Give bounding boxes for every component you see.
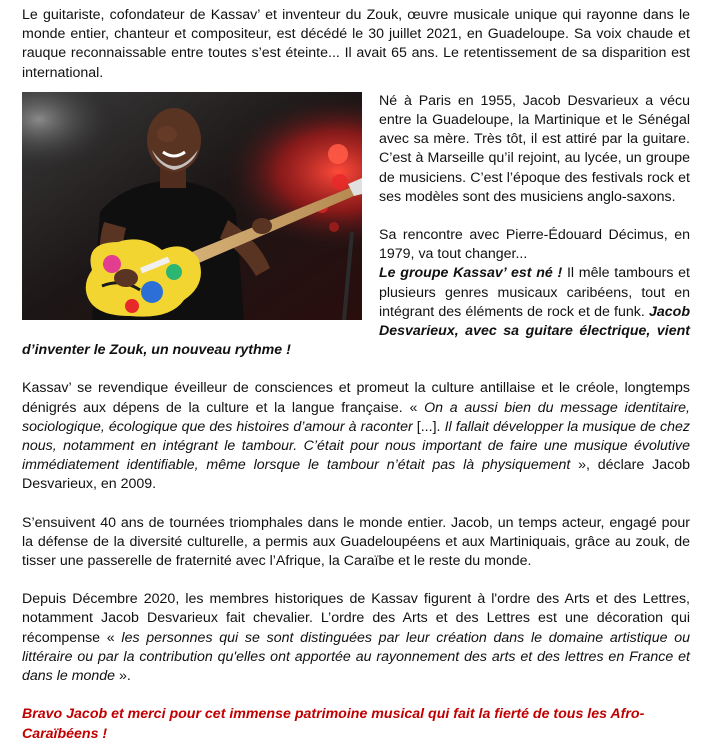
honors-text: Depuis Décembre 2020, les membres historiques de Kassav figurent à l'ordre des Arts et des Lettres, notamment Jacob Desvarieux fait chevalier. L’ordre des Arts et des Lettres est une décoration qui récompense « [22, 591, 690, 646]
closing-message: Bravo Jacob et merci pour cet immense patrimoine musical qui fait la fierté de tous les Afro-Caraïbéens ! [22, 706, 645, 742]
bio-paragraph: Né à Paris en 1955, Jacob Desvarieux a vécu entre la Guadeloupe, la Martinique et le Sénégal avec sa mère. Très tôt, il est attiré par la guitare. C’est à Marseille qu’il rejoint, au lycée, un groupe de musiciens. C’est l’époque des festivals rock et ses modèles sont des musiciens anglo-saxons. [379, 92, 690, 205]
honors-quote: les personnes qui se sont distinguées par leur création dans le domaine artistique ou littéraire ou par la contribution qu'elles ont apportée au rayonnement des arts et des lettres en France et dans le monde [22, 629, 690, 685]
photo-illustration [22, 92, 362, 320]
honors-end: ». [115, 668, 131, 685]
honors-paragraph [22, 590, 690, 686]
culture-ellipsis: [...]. [412, 418, 445, 435]
zouk-invention-text: Jacob Desvarieux, avec sa guitare électrique, vient d’inventer le Zouk, un nouveau rythme ! [22, 303, 690, 359]
kassav-description: Il mêle tambours et plusieurs genres musicaux caribéens, tout en intégrant des éléments de rock et de funk. [379, 265, 690, 320]
culture-paragraph [22, 379, 690, 494]
culture-text: Kassav’ se revendique éveilleur de consciences et promeut la culture antillaise et le créole, longtemps dénigrés aux dépens de la culture et la langue française. « [22, 380, 690, 416]
culture-quote-1: On a aussi bien du message identitaire, sociologique, écologique que des histoires d’amour à raconter [22, 399, 690, 435]
meeting-text: Sa rencontre avec Pierre-Édouard Décimus, en 1979, va tout changer... [379, 227, 690, 263]
culture-quote-2: Il fallait développer la musique de chez nous, notamment en intégrant le tambour. C’était pour nous important de faire une musique évolutive immédiatement identifiable, même lorsque le tambour n’était pas là physiquement [22, 418, 690, 474]
jacob-desvarieux-photo [22, 92, 362, 320]
kassav-born-text: Le groupe Kassav’ est né ! [379, 265, 563, 282]
tours-paragraph: S’ensuivent 40 ans de tournées triomphales dans le monde entier. Jacob, un temps acteur, engagé pour la défense de la diversité culturelle, a permis aux Guadeloupéens et aux Martiniquais, grâce au zouk, de tisser une passerelle de fraternité avec l’Afrique, la Caraïbe et le reste du monde. [22, 514, 690, 570]
culture-attribution: », déclare Jacob Desvarieux, en 2009. [22, 457, 690, 493]
intro-paragraph: Le guitariste, cofondateur de Kassav’ et inventeur du Zouk, œuvre musicale unique qui rayonne dans le monde entier, chanteur et compositeur, est décédé le 30 juillet 2021, en Guadeloupe. Sa voix chaude et rauque reconnaissable entre toutes s’est éteinte... Il avait 65 ans. Le retentissement de sa disparition est international. [22, 7, 690, 81]
